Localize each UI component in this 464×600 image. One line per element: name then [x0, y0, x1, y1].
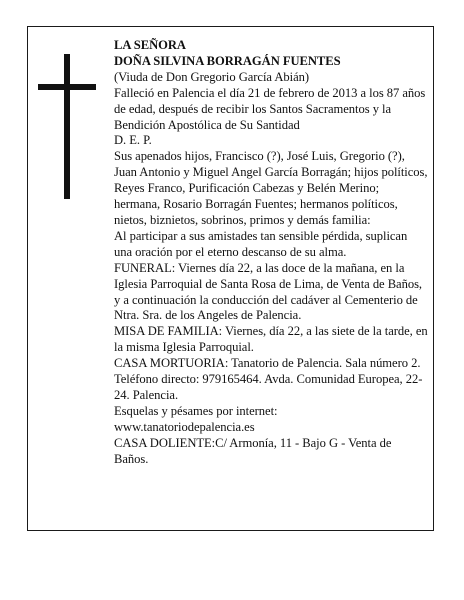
cross-icon-crossbar [38, 84, 96, 90]
family-mass-info: MISA DE FAMILIA: Viernes, día 22, a las siete de la tarde, en la misma Iglesia Parroquial. [114, 324, 428, 355]
death-announcement: Falleció en Palencia el día 21 de febrero de 2013 a los 87 años de edad, después de recibir los Santos Sacramentos y la Bendición Apostólica de Su Santidad [114, 85, 426, 132]
deceased-name: DOÑA SILVINA BORRAGÁN FUENTES [114, 53, 341, 68]
widow-subtitle: (Viuda de Don Gregorio García Abián) [114, 69, 310, 84]
rip-text: D. E. P. [114, 133, 152, 148]
obituary-text [114, 38, 428, 467]
funeral-info: FUNERAL: Viernes día 22, a las doce de la mañana, en la Iglesia Parroquial de Santa Rosa de Lima, de Venta de Baños, y a continuación la conducción del cadáver al Cementerio de Ntra. Sra. de los Angeles de Palencia. [114, 260, 423, 323]
mortuary-info: CASA MORTUORIA: Tanatorio de Palencia. Sala número 2. Teléfono directo: 979165464. Avda. Comunidad Europea, 22-24. Palencia. [114, 356, 423, 402]
prayer-request: Al participar a sus amistades tan sensible pérdida, suplican una oración por el eterno descanso de su alma. [114, 228, 408, 259]
mourning-house-info: CASA DOLIENTE:C/ Armonía, 11 - Bajo G - Venta de Baños. [114, 435, 392, 466]
family-list: Sus apenados hijos, Francisco (?), José Luis, Gregorio (?), Juan Antonio y Miguel Angel García Borragán; hijos políticos, Reyes Franco, Purificación Cabezas y Belén Merino; hermana, Rosario Borragán Fuentes; hermanos políticos, nietos, biznietos, sobrinos, primos y demás familia: [114, 149, 428, 227]
cross-icon [64, 54, 70, 199]
notice-title: LA SEÑORA [114, 38, 186, 52]
website-link[interactable]: www.tanatoriodepalencia.es [114, 419, 255, 434]
condolences-label: Esquelas y pésames por internet: [114, 403, 278, 418]
